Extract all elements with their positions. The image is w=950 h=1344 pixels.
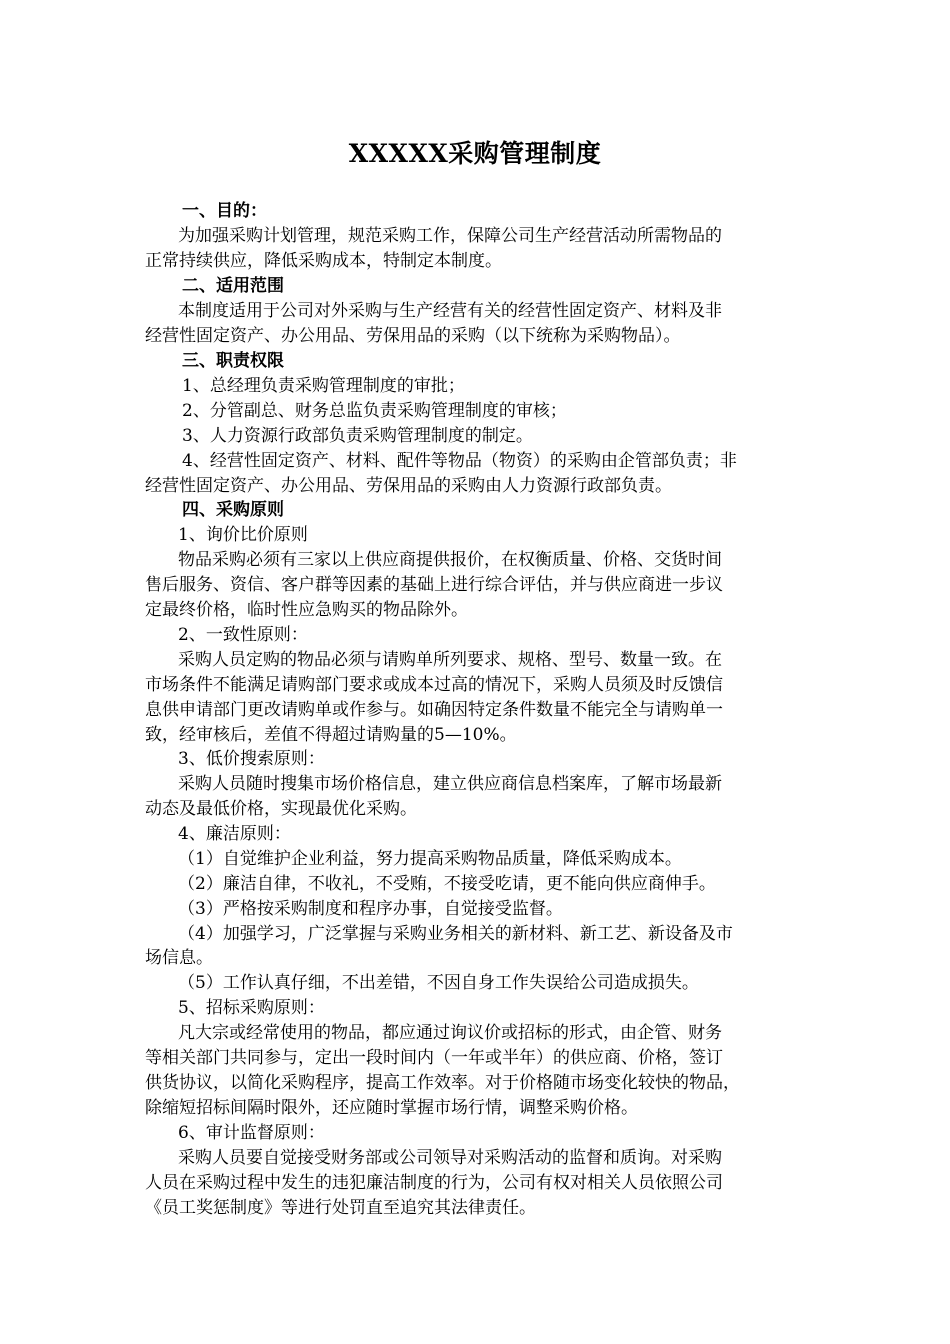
subsection-heading: 1、询价比价原则 bbox=[178, 525, 308, 545]
list-item: 2、分管副总、财务总监负责采购管理制度的审核； bbox=[182, 401, 567, 421]
section-heading: 一、目的： bbox=[182, 201, 267, 221]
subsection-heading: 4、廉洁原则： bbox=[178, 824, 291, 844]
list-item: （5）工作认真仔细，不出差错，不因自身工作失误给公司造成损失。 bbox=[178, 973, 699, 993]
section-heading: 二、适用范围 bbox=[182, 276, 284, 296]
list-item: 3、人力资源行政部负责采购管理制度的制定。 bbox=[182, 426, 533, 446]
paragraph-line: 息供申请部门更改请购单或作参与。如确因特定条件数量不能完全与请购单一 bbox=[145, 700, 723, 720]
paragraph-line: 采购人员随时搜集市场价格信息，建立供应商信息档案库，了解市场最新 bbox=[178, 774, 722, 794]
paragraph-line: 采购人员要自觉接受财务部或公司领导对采购活动的监督和质询。对采购 bbox=[178, 1148, 722, 1168]
paragraph-line: 场信息。 bbox=[145, 948, 213, 968]
list-item: （4）加强学习，广泛掌握与采购业务相关的新材料、新工艺、新设备及市 bbox=[178, 924, 733, 944]
paragraph-line: 正常持续供应，降低采购成本，特制定本制度。 bbox=[145, 251, 502, 271]
paragraph-line: 采购人员定购的物品必须与请购单所列要求、规格、型号、数量一致。在 bbox=[178, 650, 722, 670]
list-item: 1、总经理负责采购管理制度的审批； bbox=[182, 376, 465, 396]
paragraph-line: 致，经审核后，差值不得超过请购量的5—10%。 bbox=[145, 725, 517, 745]
document-title: XXXXX采购管理制度 bbox=[348, 139, 602, 168]
paragraph-line: 供货协议，以简化采购程序，提高工作效率。对于价格随市场变化较快的物品， bbox=[145, 1073, 740, 1093]
paragraph-line: 凡大宗或经常使用的物品，都应通过询议价或招标的形式，由企管、财务 bbox=[178, 1023, 722, 1043]
subsection-heading: 2、一致性原则： bbox=[178, 625, 308, 645]
list-item: 4、经营性固定资产、材料、配件等物品（物资）的采购由企管部负责；非 bbox=[182, 451, 737, 471]
list-item: （3）严格按采购制度和程序办事，自觉接受监督。 bbox=[178, 899, 563, 919]
paragraph-line: 等相关部门共同参与，定出一段时间内（一年或半年）的供应商、价格，签订 bbox=[145, 1048, 723, 1068]
paragraph-line: 本制度适用于公司对外采购与生产经营有关的经营性固定资产、材料及非 bbox=[178, 301, 722, 321]
paragraph-line: 售后服务、资信、客户群等因素的基础上进行综合评估，并与供应商进一步议 bbox=[145, 575, 723, 595]
section-heading: 三、职责权限 bbox=[182, 351, 284, 371]
list-item: （2）廉洁自律，不收礼，不受贿，不接受吃请，更不能向供应商伸手。 bbox=[178, 874, 716, 894]
list-item: （1）自觉维护企业利益，努力提高采购物品质量，降低采购成本。 bbox=[178, 849, 682, 869]
paragraph-line: 为加强采购计划管理，规范采购工作，保障公司生产经营活动所需物品的 bbox=[178, 226, 722, 246]
paragraph-line: 经营性固定资产、办公用品、劳保用品的采购由人力资源行政部负责。 bbox=[145, 476, 672, 496]
section-heading: 四、采购原则 bbox=[182, 500, 284, 520]
paragraph-line: 物品采购必须有三家以上供应商提供报价，在权衡质量、价格、交货时间 bbox=[178, 550, 722, 570]
paragraph-line: 《员工奖惩制度》等进行处罚直至追究其法律责任。 bbox=[145, 1198, 536, 1218]
subsection-heading: 6、审计监督原则： bbox=[178, 1123, 325, 1143]
subsection-heading: 3、低价搜索原则： bbox=[178, 749, 325, 769]
paragraph-line: 除缩短招标间隔时限外，还应随时掌握市场行情，调整采购价格。 bbox=[145, 1098, 638, 1118]
paragraph-line: 市场条件不能满足请购部门要求或成本过高的情况下，采购人员须及时反馈信 bbox=[145, 675, 723, 695]
paragraph-line: 动态及最低价格，实现最优化采购。 bbox=[145, 799, 417, 819]
paragraph-line: 定最终价格，临时性应急购买的物品除外。 bbox=[145, 600, 468, 620]
paragraph-line: 经营性固定资产、办公用品、劳保用品的采购（以下统称为采购物品）。 bbox=[145, 326, 681, 346]
subsection-heading: 5、招标采购原则： bbox=[178, 998, 325, 1018]
paragraph-line: 人员在采购过程中发生的违犯廉洁制度的行为，公司有权对相关人员依照公司 bbox=[145, 1173, 723, 1193]
